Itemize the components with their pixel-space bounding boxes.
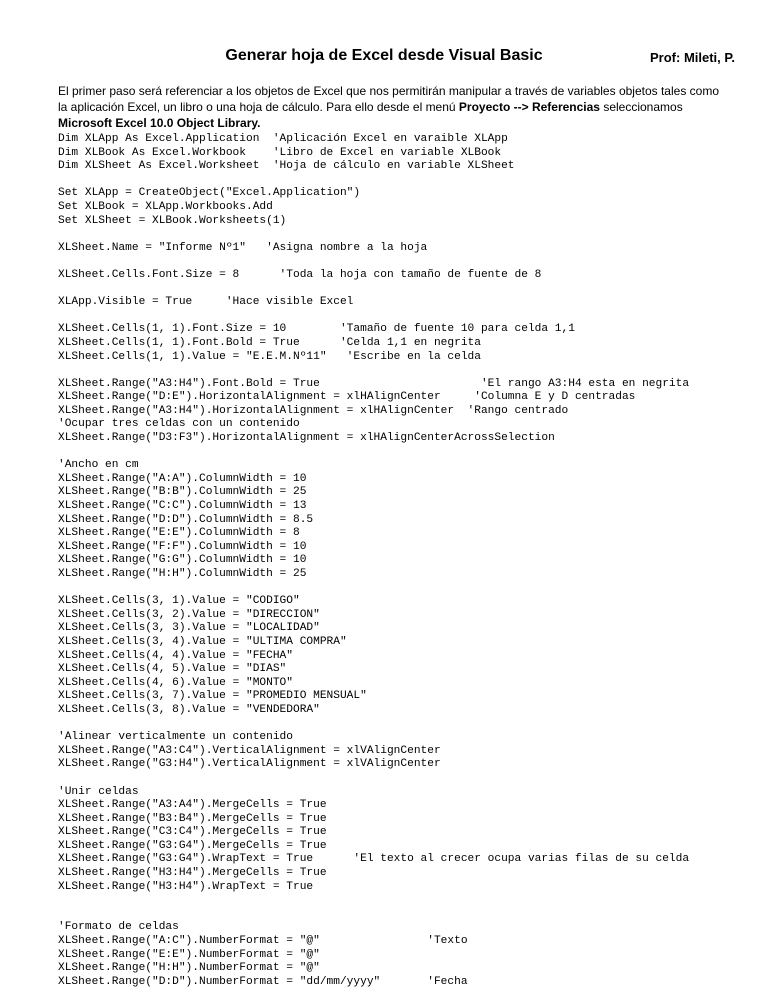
- code-line: Set XLSheet = XLBook.Worksheets(1): [58, 214, 287, 227]
- code-line: XLSheet.Range("D3:F3").HorizontalAlignment = xlHAlignCenterAcrossSelection: [58, 432, 555, 445]
- code-line: XLSheet.Range("E:E").NumberFormat = "@": [58, 948, 320, 961]
- code-line: XLSheet.Range("A3:H4").HorizontalAlignment = xlHAlignCenter 'Rango centrado: [58, 404, 569, 417]
- code-line: XLSheet.Range("C3:C4").MergeCells = True: [58, 826, 327, 839]
- code-blank-line: [58, 228, 689, 242]
- code-line: XLApp.Visible = True 'Hace visible Excel: [58, 296, 354, 309]
- code-line: XLSheet.Range("H3:H4").MergeCells = True: [58, 867, 327, 880]
- code-line: XLSheet.Cells(1, 1).Font.Bold = True 'Celda 1,1 en negrita: [58, 336, 481, 349]
- code-line: XLSheet.Range("H:H").NumberFormat = "@": [58, 962, 320, 975]
- code-line: XLSheet.Range("E:E").ColumnWidth = 8: [58, 527, 300, 540]
- code-line: XLSheet.Range("B:B").ColumnWidth = 25: [58, 486, 307, 499]
- code-line: XLSheet.Range("D:E").HorizontalAlignment = xlHAlignCenter 'Columna E y D centradas: [58, 391, 636, 404]
- code-line: XLSheet.Range("D:D").NumberFormat = "dd/mm/yyyy" 'Fecha: [58, 975, 468, 988]
- code-line: XLSheet.Cells(4, 6).Value = "MONTO": [58, 676, 293, 689]
- code-line: Dim XLBook As Excel.Workbook 'Libro de Excel en variable XLBook: [58, 146, 502, 159]
- code-line: XLSheet.Range("C:C").ColumnWidth = 13: [58, 500, 307, 513]
- code-line: 'Ocupar tres celdas con un contenido: [58, 418, 300, 431]
- code-line: XLSheet.Cells(3, 2).Value = "DIRECCION": [58, 608, 320, 621]
- code-blank-line: [58, 310, 689, 324]
- code-line: XLSheet.Cells(4, 4).Value = "FECHA": [58, 649, 293, 662]
- code-line: Set XLApp = CreateObject("Excel.Application"): [58, 187, 361, 200]
- intro-menu-path: Proyecto --> Referencias: [458, 100, 600, 114]
- code-blank-line: [58, 718, 689, 732]
- code-line: XLSheet.Cells(1, 1).Font.Size = 10 'Tamaño de fuente 10 para celda 1,1: [58, 323, 575, 336]
- code-blank-line: [58, 582, 689, 596]
- intro-text-1: El primer paso será referenciar a los objetos de Excel que nos permitirán manipular a través de variables objetos tales como la aplicación Excel, un libro o una hoja de cálculo. Para ello desde el menú: [58, 84, 719, 114]
- intro-paragraph: [58, 83, 730, 131]
- document-author: Prof: Mileti, P.: [650, 50, 735, 65]
- code-line: XLSheet.Range("A3:A4").MergeCells = True: [58, 799, 327, 812]
- intro-text-2: seleccionamos: [599, 100, 683, 114]
- code-line: 'Alinear verticalmente un contenido: [58, 731, 293, 744]
- code-line: XLSheet.Range("H:H").ColumnWidth = 25: [58, 568, 307, 580]
- code-blank-line: [58, 174, 689, 188]
- code-line: XLSheet.Name = "Informe Nº1" 'Asigna nombre a la hoja: [58, 241, 428, 254]
- code-line: XLSheet.Range("D:D").ColumnWidth = 8.5: [58, 513, 314, 526]
- code-line: XLSheet.Range("A3:H4").Font.Bold = True 'El rango A3:H4 esta en negrita: [58, 377, 690, 390]
- code-line: XLSheet.Cells(3, 7).Value = "PROMEDIO MENSUAL": [58, 690, 367, 703]
- code-line: 'Ancho en cm: [58, 459, 139, 472]
- code-line: XLSheet.Range("G3:H4").VerticalAlignment = xlVAlignCenter: [58, 758, 441, 771]
- code-blank-line: [58, 772, 689, 786]
- code-line: Dim XLApp As Excel.Application 'Aplicación Excel en varaible XLApp: [58, 133, 508, 145]
- code-line: XLSheet.Cells(3, 1).Value = "CODIGO": [58, 595, 300, 608]
- code-line: XLSheet.Cells(4, 5).Value = "DIAS": [58, 663, 287, 676]
- code-blank-line: [58, 446, 689, 460]
- code-line: XLSheet.Range("B3:B4").MergeCells = True: [58, 812, 327, 825]
- code-line: XLSheet.Range("H3:H4").WrapText = True: [58, 880, 314, 893]
- code-line: XLSheet.Range("A:A").ColumnWidth = 10: [58, 472, 307, 485]
- code-blank-line: [58, 894, 689, 908]
- code-line: XLSheet.Range("G:G").ColumnWidth = 10: [58, 554, 307, 567]
- code-line: 'Unir celdas: [58, 785, 139, 798]
- code-blank-line: [58, 283, 689, 297]
- code-line: XLSheet.Range("F:F").ColumnWidth = 10: [58, 540, 307, 553]
- document-header: [0, 47, 768, 71]
- code-line: XLSheet.Cells(3, 8).Value = "VENDEDORA": [58, 703, 320, 716]
- code-blank-line: [58, 364, 689, 378]
- code-line: XLSheet.Range("G3:G4").MergeCells = True: [58, 839, 327, 852]
- code-blank-line: [58, 908, 689, 922]
- code-blank-line: [58, 255, 689, 269]
- code-line: 'Formato de celdas: [58, 921, 179, 934]
- code-block: [58, 133, 689, 989]
- code-line: XLSheet.Cells(1, 1).Value = "E.E.M.Nº11" 'Escribe en la celda: [58, 350, 481, 363]
- code-line: Set XLBook = XLApp.Workbooks.Add: [58, 200, 273, 213]
- code-line: XLSheet.Range("A:C").NumberFormat = "@" 'Texto: [58, 935, 468, 948]
- document-title: Generar hoja de Excel desde Visual Basic: [225, 47, 543, 64]
- code-line: XLSheet.Cells(3, 4).Value = "ULTIMA COMPRA": [58, 635, 347, 648]
- intro-library-name: Microsoft Excel 10.0 Object Library.: [58, 116, 261, 130]
- code-line: XLSheet.Cells.Font.Size = 8 'Toda la hoja con tamaño de fuente de 8: [58, 268, 542, 281]
- code-line: XLSheet.Cells(3, 3).Value = "LOCALIDAD": [58, 622, 320, 635]
- code-line: XLSheet.Range("G3:G4").WrapText = True 'El texto al crecer ocupa varias filas de su celda: [58, 853, 690, 866]
- code-line: Dim XLSheet As Excel.Worksheet 'Hoja de cálculo en variable XLSheet: [58, 160, 515, 173]
- code-line: XLSheet.Range("A3:C4").VerticalAlignment = xlVAlignCenter: [58, 744, 441, 757]
